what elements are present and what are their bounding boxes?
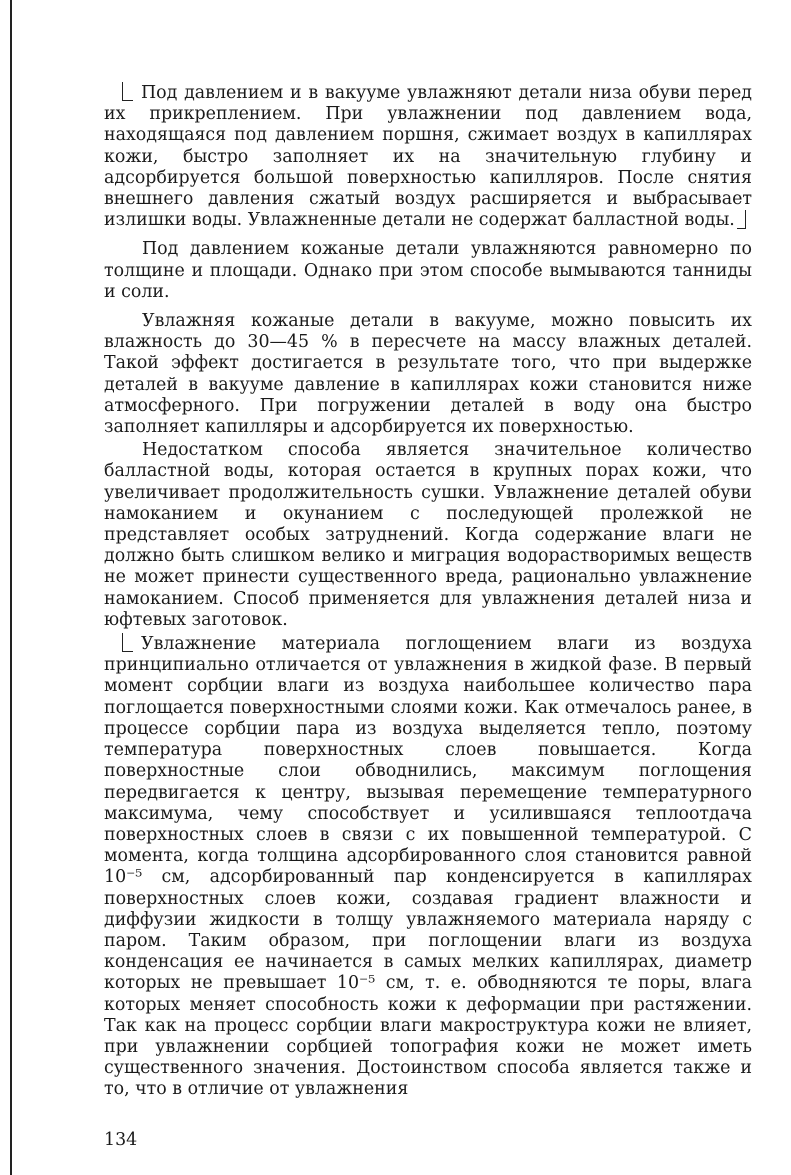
- paragraph-pressure-uniform: Под давлением кожаные детали увлажняются равномерно по толщине и площади. Однако при этом способе вымываются танниды и соли.: [104, 239, 752, 302]
- paragraph-vacuum-humidity: Увлажняя кожаные детали в вакууме, можно повысить их влажность до 30—45 % в пересчете на массу влажных деталей. Такой эффект достигается в результате того, что при выдержке деталей в вакууме давление в капиллярах кожи становится ниже атмосферного. При погружении деталей в воду она быстро заполняет капилляры и адсорбируется их поверхностью.: [104, 311, 752, 438]
- bracket-mark-open: [122, 82, 133, 101]
- page-binding-line: [10, 0, 12, 1175]
- page-body: [104, 82, 752, 1101]
- bracket-mark-open-2: [122, 633, 133, 652]
- paragraph-pressure-vacuum: Под давлением и в вакууме увлажняют детали низа обуви перед их прикреплением. При увлажнении под давлением вода, находящаяся под давлением поршня, сжимает воздух в капиллярах кожи, быстро заполняет их на значительную глубину и адсорбируется большой поверхностью капилляров. После снятия внешнего давления сжатый воздух расширяется и выбрасывает излишки воды. Увлажненные детали не содержат балластной воды.: [104, 83, 752, 231]
- page-number: 134: [104, 1130, 138, 1150]
- bracket-mark-close: [737, 210, 746, 229]
- paragraph-ballast-water: Недостатком способа является значительное количество балластной воды, которая остается в крупных порах кожи, что увеличивает продолжительность сушки. Увлажнение деталей обуви намоканием и окунанием с последующей пролежкой не представляет особых затруднений. Когда содержание влаги не должно быть слишком велико и миграция водорастворимых веществ не может принести существенного вреда, рационально увлажнение намоканием. Способ применяется для увлажнения деталей низа и юфтевых заготовок.: [104, 440, 752, 630]
- paragraph-air-sorption: Увлажнение материала поглощением влаги из воздуха принципиально отличается от увлажнения в жидкой фазе. В первый момент сорбции влаги из воздуха наибольшее количество пара поглощается поверхностными слоями кожи. Как отмечалось ранее, в процессе сорбции пара из воздуха выделяется тепло, поэтому температура поверхностных слоев повышается. Когда поверхностные слои обводнились, максимум поглощения передвигается к центру, вызывая перемещение температурного максимума, чему способствует и усилившаяся теплоотдача поверхностных слоев в связи с их повышенной температурой. С момента, когда толщина адсорбированного слоя становится равной 10⁻⁵ см, адсорбированный пар конденсируется в капиллярах поверхностных слоев кожи, создавая градиент влажности и диффузии жидкости в толщу увлажняемого материала наряду с паром. Таким образом, при поглощении влаги из воздуха конденсация ее начинается в самых мелких капиллярах, диаметр которых не превышает 10⁻⁵ см, т. е. обводняются те поры, влага которых меняет способность кожи к деформации при растяжении. Так как на процесс сорбции влаги макроструктура кожи не влияет, при увлажнении сорбцией топография кожи не может иметь существенного значения. Достоинством способа является также и то, что в отличие от увлажнения: [104, 634, 752, 1100]
